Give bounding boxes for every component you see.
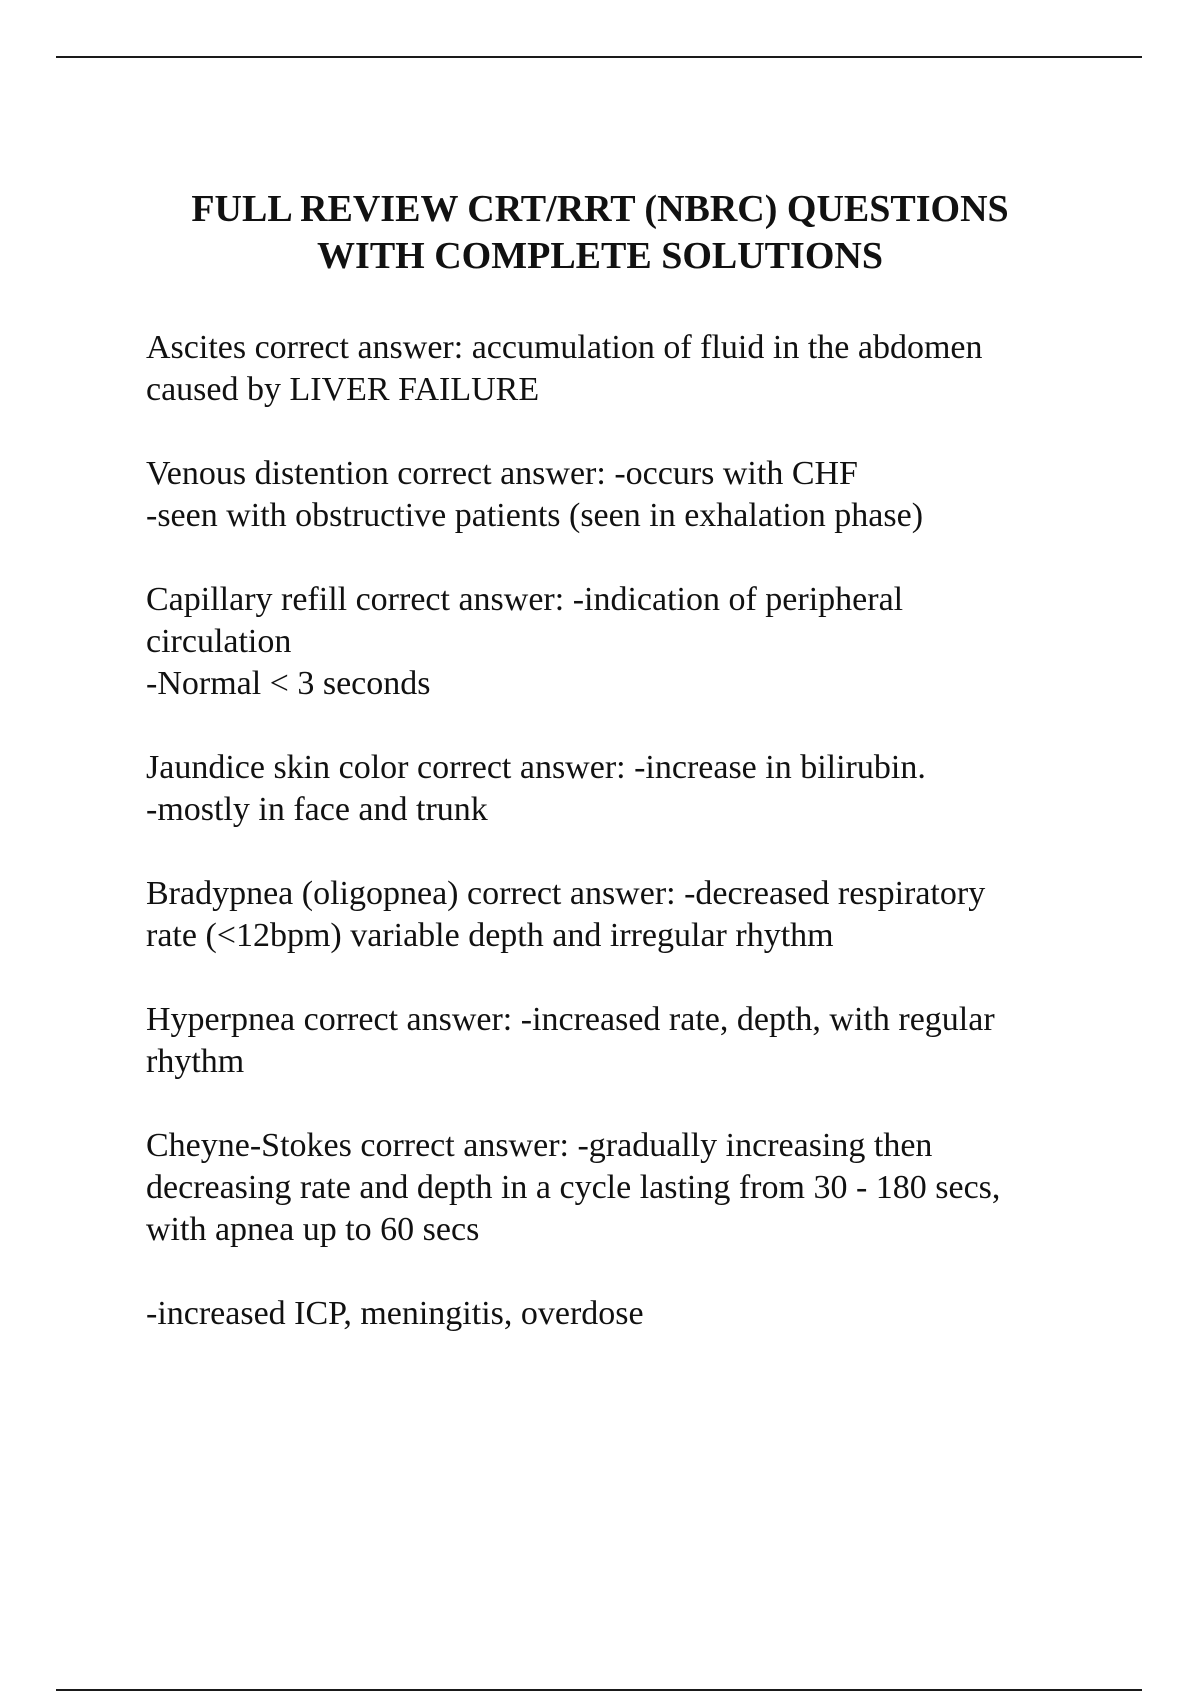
entry-line: Capillary refill correct answer: -indication of peripheral (146, 581, 904, 618)
entry-jaundice (146, 747, 1086, 831)
entry-line: -increased ICP, meningitis, overdose (146, 1295, 644, 1332)
entry-line: Cheyne-Stokes correct answer: -gradually increasing then (146, 1127, 933, 1164)
entry-cheyne-stokes (146, 1125, 1086, 1251)
entry-line: decreasing rate and depth in a cycle lasting from 30 - 180 secs, (146, 1169, 1001, 1206)
entry-line: Ascites correct answer: accumulation of fluid in the abdomen (146, 329, 983, 366)
entry-line: -Normal < 3 seconds (146, 665, 431, 702)
entry-cheyne-stokes-causes (146, 1293, 1086, 1335)
entry-line: rhythm (146, 1043, 245, 1080)
entry-line: Hyperpnea correct answer: -increased rate, depth, with regular (146, 1001, 995, 1038)
entry-line: rate (<12bpm) variable depth and irregular rhythm (146, 917, 834, 954)
entry-ascites (146, 327, 1086, 411)
document-body (146, 327, 1086, 1377)
page-title-line-2: WITH COMPLETE SOLUTIONS (317, 235, 883, 277)
page-title (100, 186, 1100, 280)
top-rule (56, 56, 1142, 58)
page-title-line-1: FULL REVIEW CRT/RRT (NBRC) QUESTIONS (191, 188, 1009, 230)
entry-line: Venous distention correct answer: -occurs with CHF (146, 455, 858, 492)
entry-line: -mostly in face and trunk (146, 791, 488, 828)
entry-bradypnea (146, 873, 1086, 957)
bottom-rule (56, 1689, 1142, 1691)
entry-line: -seen with obstructive patients (seen in exhalation phase) (146, 497, 924, 534)
entry-hyperpnea (146, 999, 1086, 1083)
entry-line: Bradypnea (oligopnea) correct answer: -decreased respiratory (146, 875, 986, 912)
entry-venous-distention (146, 453, 1086, 537)
entry-line: with apnea up to 60 secs (146, 1211, 480, 1248)
entry-line: caused by LIVER FAILURE (146, 371, 540, 408)
entry-line: circulation (146, 623, 292, 660)
entry-line: Jaundice skin color correct answer: -increase in bilirubin. (146, 749, 926, 786)
entry-capillary-refill (146, 579, 1086, 705)
